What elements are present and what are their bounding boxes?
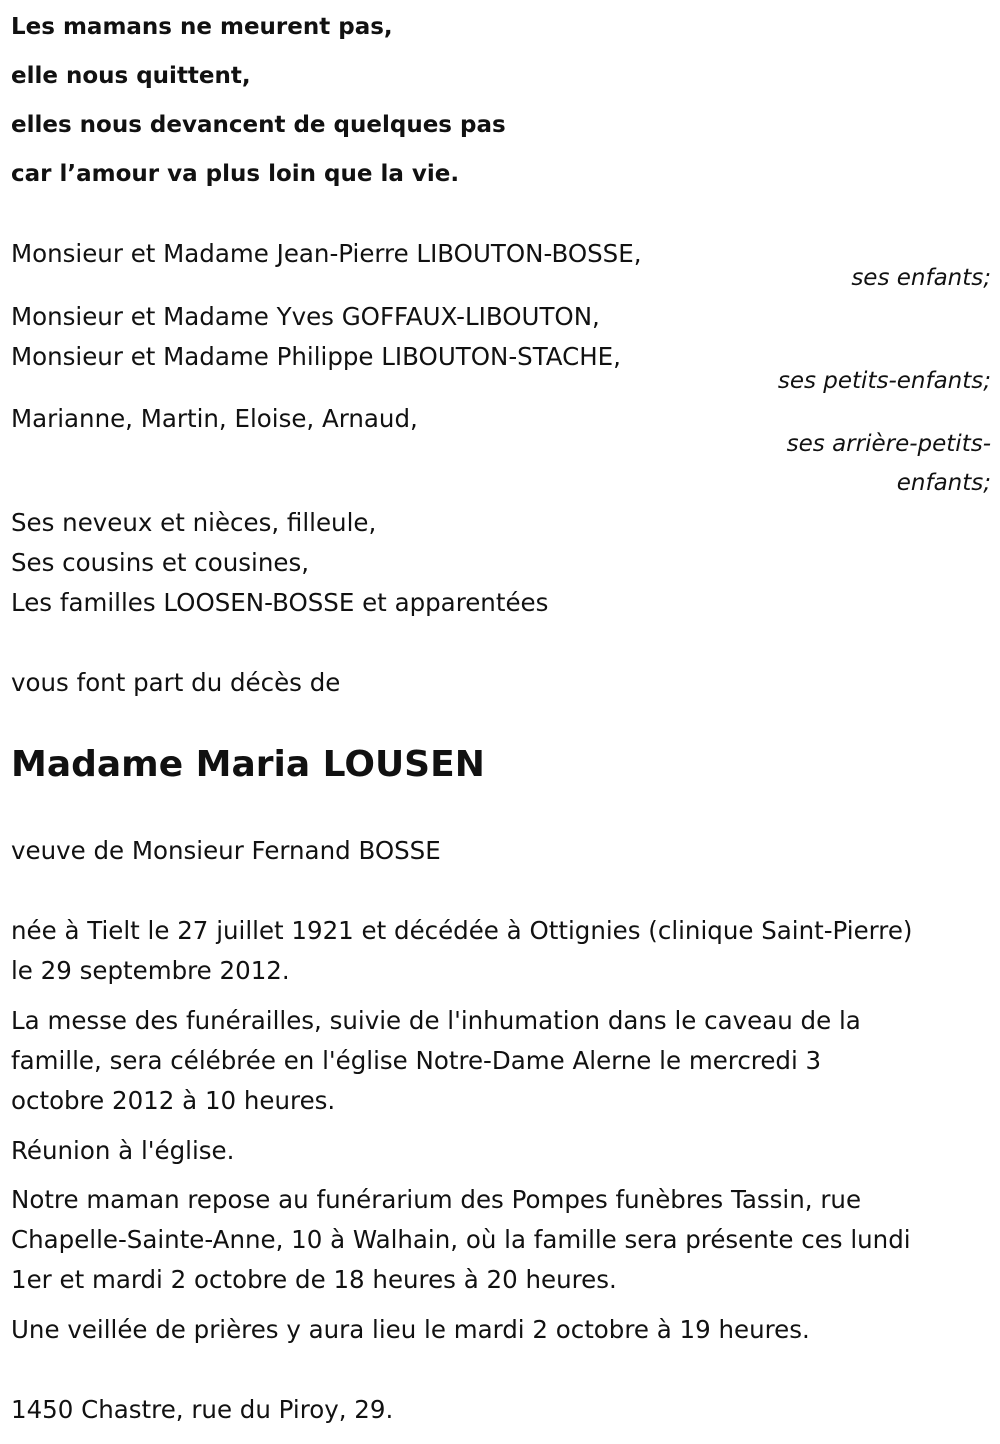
great-grandchildren-label-2: enfants; <box>896 470 991 496</box>
grandchildren-name-2: Monsieur et Madame Philippe LIBOUTON-STACHE, <box>11 342 621 371</box>
poem-line-1: Les mamans ne meurent pas, <box>11 14 393 40</box>
children-label: ses enfants; <box>851 265 991 291</box>
relatives-line-3: Les familles LOOSEN-BOSSE et apparentées <box>11 588 549 617</box>
funeral-line-3: octobre 2012 à 10 heures. <box>11 1086 336 1115</box>
relatives-line-1: Ses neveux et nièces, filleule, <box>11 508 377 537</box>
visitation-line-2: Chapelle-Sainte-Anne, 10 à Walhain, où la famille sera présente ces lundi <box>11 1225 911 1254</box>
great-grandchildren-label-1: ses arrière-petits- <box>786 431 991 457</box>
poem-line-2: elle nous quittent, <box>11 63 251 89</box>
birth-death-line-2: le 29 septembre 2012. <box>11 956 290 985</box>
funeral-line-1: La messe des funérailles, suivie de l'inhumation dans le caveau de la <box>11 1006 861 1035</box>
address-text: 1450 Chastre, rue du Piroy, 29. <box>11 1395 394 1424</box>
vigil-text: Une veillée de prières y aura lieu le mardi 2 octobre à 19 heures. <box>11 1315 810 1344</box>
grandchildren-label: ses petits-enfants; <box>777 368 991 394</box>
announcement-text: vous font part du décès de <box>11 668 341 697</box>
relatives-line-2: Ses cousins et cousines, <box>11 548 309 577</box>
funeral-line-2: famille, sera célébrée en l'église Notre-Dame Alerne le mercredi 3 <box>11 1046 822 1075</box>
meeting-text: Réunion à l'église. <box>11 1136 235 1165</box>
poem-line-4: car l’amour va plus loin que la vie. <box>11 161 460 187</box>
deceased-name: Madame Maria LOUSEN <box>11 744 485 785</box>
widow-of-text: veuve de Monsieur Fernand BOSSE <box>11 836 441 865</box>
grandchildren-name-1: Monsieur et Madame Yves GOFFAUX-LIBOUTON, <box>11 302 600 331</box>
children-name: Monsieur et Madame Jean-Pierre LIBOUTON-BOSSE, <box>11 239 642 268</box>
visitation-line-1: Notre maman repose au funérarium des Pompes funèbres Tassin, rue <box>11 1185 862 1214</box>
great-grandchildren-names: Marianne, Martin, Eloise, Arnaud, <box>11 404 418 433</box>
visitation-line-3: 1er et mardi 2 octobre de 18 heures à 20 heures. <box>11 1265 617 1294</box>
poem-line-3: elles nous devancent de quelques pas <box>11 112 506 138</box>
birth-death-line-1: née à Tielt le 27 juillet 1921 et décédée à Ottignies (clinique Saint-Pierre) <box>11 916 913 945</box>
